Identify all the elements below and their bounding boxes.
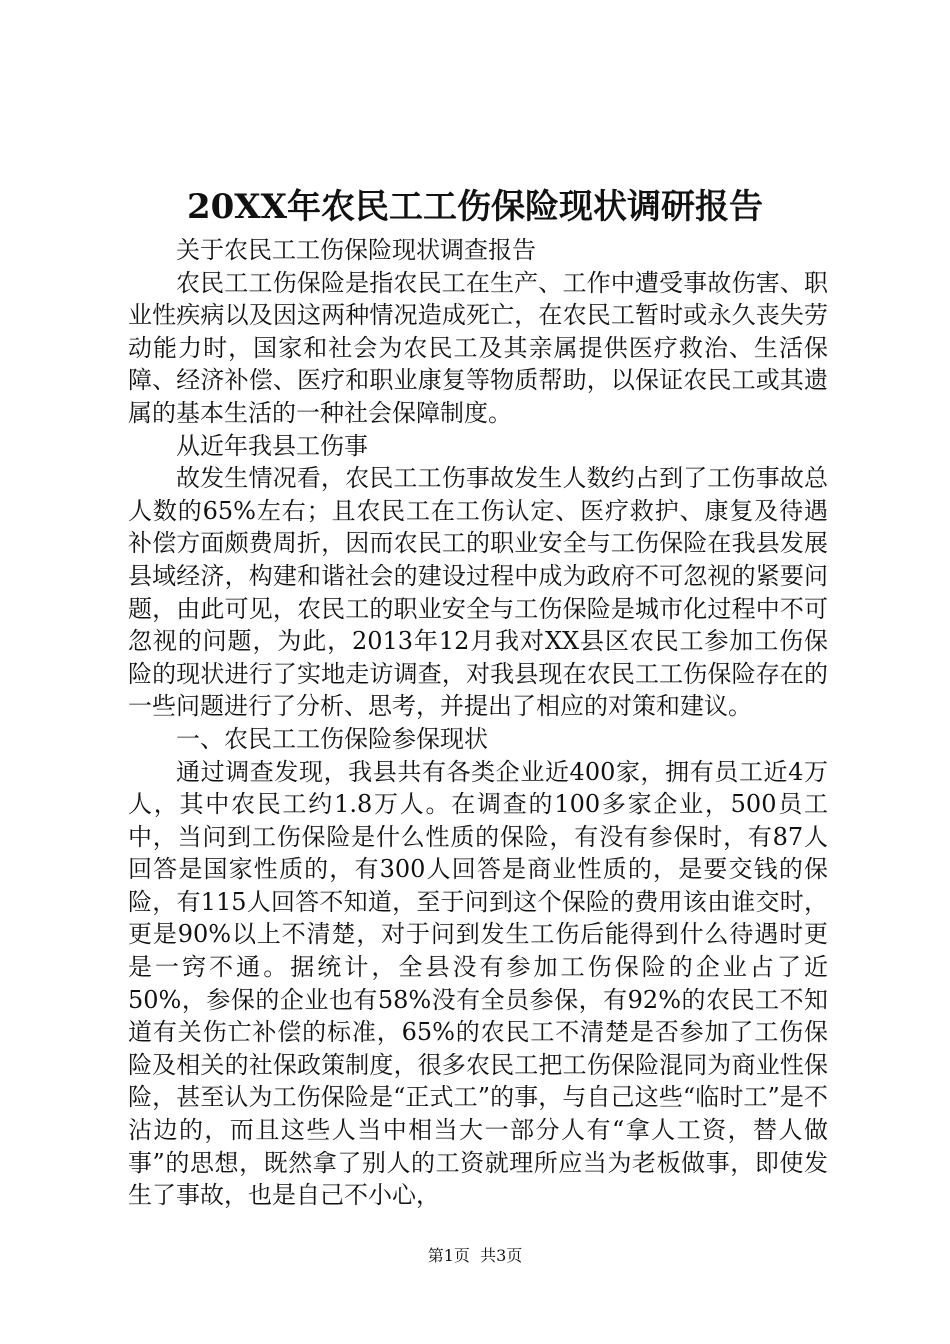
section-heading-1: 一、农民工工伤保险参保现状 xyxy=(176,724,488,753)
document-title: 20XX年农民工工伤保险现状调研报告 xyxy=(186,187,764,227)
page-footer xyxy=(0,1245,950,1267)
document-body xyxy=(128,234,828,1212)
page-number: 第1页 xyxy=(427,1246,470,1265)
paragraph-background: 故发生情况看，农民工工伤事故发生人数约占到了工伤事故总人数的65%左右；且农民工在工伤认定、医疗救护、康复及待遇补偿方面颇费周折，因而农民工的职业安全与工伤保险在我县发展县域经济，构建和谐社会的建设过程中成为政府不可忽视的紧要问题，由此可见，农民工的职业安全与工伤保险是城市化过程中不可忽视的问题，为此，2013年12月我对XX县区农民工参加工伤保险的现状进行了实地走访调查，对我县现在农民工工伤保险存在的一些问题进行了分析、思考，并提出了相应的对策和建议。 xyxy=(128,464,828,721)
paragraph-intro-fragment: 从近年我县工伤事 xyxy=(176,431,368,460)
paragraph-survey-findings: 通过调查发现，我县共有各类企业近400家，拥有员工近4万人，其中农民工约1.8万人。在调查的100多家企业，500员工中，当问到工伤保险是什么性质的保险，有没有参保时，有87人回答是国家性质的，有300人回答是商业性质的，是要交钱的保险，有115人回答不知道，至于问到这个保险的费用该由谁交时，更是90%以上不清楚，对于问到发生工伤后能得到什么待遇时更是一窍不通。据统计，全县没有参加工伤保险的企业占了近50%，参保的企业也有58%没有全员参保，有92%的农民工不知道有关伤亡补偿的标准，65%的农民工不清楚是否参加了工伤保险及相关的社保政策制度，很多农民工把工伤保险混同为商业性保险，甚至认为工伤保险是“正式工”的事，与自己这些“临时工”是不沾边的，而且这些人当中相当大一部分人有“拿人工资，替人做事”的思想，既然拿了别人的工资就理所应当为老板做事，即使发生了事故，也是自己不小心， xyxy=(128,757,828,1210)
paragraph-subtitle: 关于农民工工伤保险现状调查报告 xyxy=(176,236,536,264)
page-total: 共3页 xyxy=(480,1246,523,1265)
paragraph-definition: 农民工工伤保险是指农民工在生产、工作中遭受事故伤害、职业性疾病以及因这两种情况造成死亡，在农民工暂时或永久丧失劳动能力时，国家和社会为农民工及其亲属提供医疗救治、生活保障、经济补偿、医疗和职业康复等物质帮助，以保证农民工或其遗属的基本生活的一种社会保障制度。 xyxy=(128,268,828,427)
